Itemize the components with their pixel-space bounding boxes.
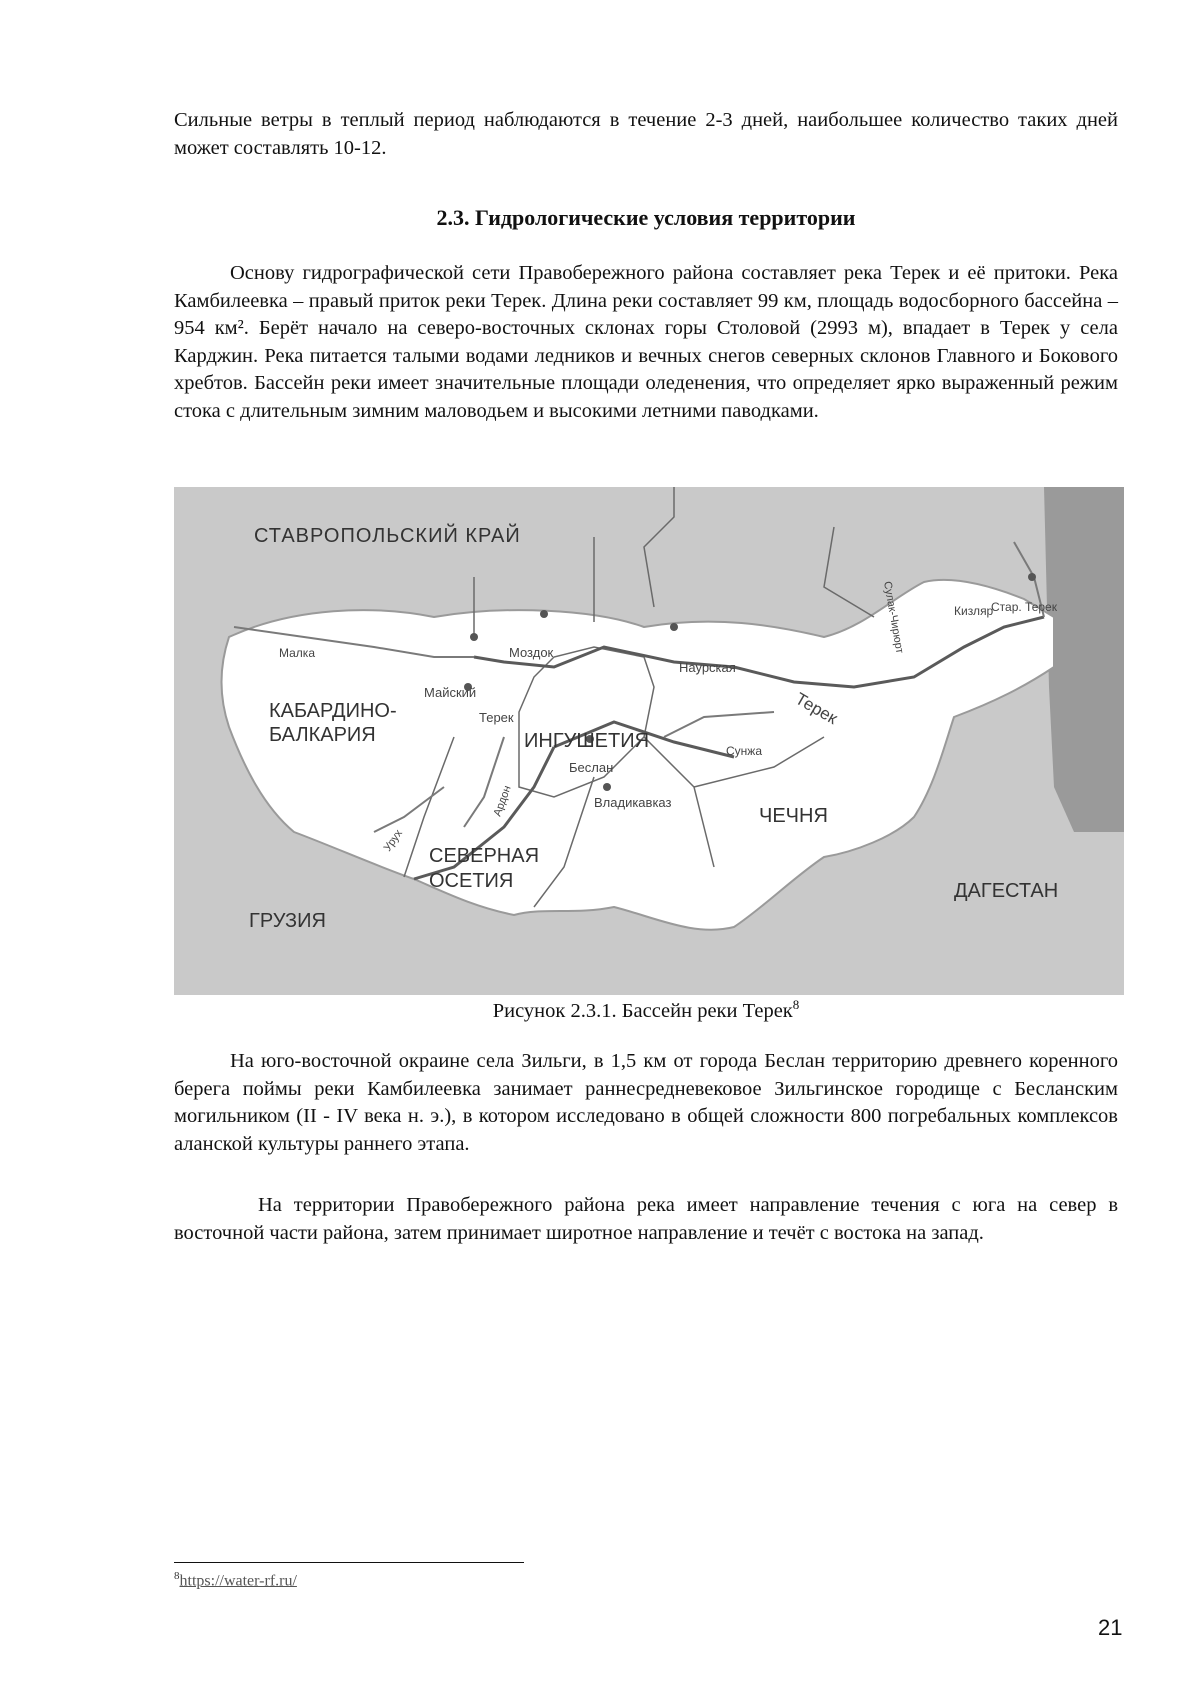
label-stavropol: СТАВРОПОЛЬСКИЙ КРАЙ	[254, 525, 521, 547]
label-ingushetia: ИНГУШЕТИЯ	[524, 730, 650, 752]
mozdok-marker	[540, 610, 548, 618]
label-kizlyar: Кизляр	[954, 604, 994, 618]
label-georgia: ГРУЗИЯ	[249, 910, 326, 932]
terek-basin-map	[174, 487, 1124, 995]
label-oset-2: ОСЕТИЯ	[429, 870, 514, 892]
label-naurskaya: Наурская	[679, 660, 736, 675]
figure-caption-ref: 8	[792, 997, 800, 1012]
label-malka: Малка	[279, 646, 315, 660]
maysky-marker	[470, 633, 478, 641]
paragraph-zilgi: На юго-восточной окраине села Зильги, в 1,5 км от города Беслан территорию древнего коренного берега поймы реки Камбилеевка занимает раннесредневековое Зильгинское городище с Бесланским могильником (II - IV века н. э.), в котором исследовано в общей сложности 800 погребальных комплексов аланской культуры раннего этапа.	[174, 1050, 1118, 1155]
label-ardon: Ардон	[491, 784, 514, 819]
label-beslan: Беслан	[569, 760, 614, 775]
footnote-link[interactable]: https://water-rf.ru/	[179, 1572, 297, 1590]
figure-caption-text: Рисунок 2.3.1. Бассейн реки Терек	[492, 999, 793, 1022]
label-chechnya: ЧЕЧНЯ	[759, 805, 828, 827]
paragraph-hydro: Основу гидрографической сети Правобережного района составляет река Терек и её притоки. Река Камбилеевка – правый приток реки Терек. Длина реки составляет 99 км, площадь водосборного бассейна – 954 км². Берёт начало на северо-восточных склонах горы Столовой (2993 м), впадает в Терек у села Карджин. Река питается талыми водами ледников и вечных снегов северных склонов Главного и Бокового хребтов. Бассейн реки имеет значительные площади оледенения, что определяет ярко выраженный режим стока с длительным зимним маловодьем и высокими летними паводками.	[174, 262, 1118, 422]
paragraph-intro: Сильные ветры в теплый период наблюдаются в течение 2-3 дней, наибольшее количество таких дней может составлять 10-12.	[174, 109, 1118, 159]
label-vladikavkaz: Владикавказ	[594, 795, 672, 810]
label-kbr-2: БАЛКАРИЯ	[269, 724, 376, 746]
label-dagestan: ДАГЕСТАН	[954, 880, 1059, 902]
section-heading: 2.3. Гидрологические условия территории	[436, 205, 856, 230]
label-sulak-kanal: Сулак-Чирюрт	[881, 580, 906, 655]
label-urukh: Урух	[381, 827, 405, 854]
label-maysky: Майский	[424, 685, 477, 700]
page-number: 21	[1098, 1615, 1123, 1640]
naurskaya-marker	[670, 623, 678, 631]
label-terek-town: Терек	[479, 710, 514, 725]
vladikavkaz-marker	[603, 783, 611, 791]
footnote	[174, 1570, 297, 1590]
label-mozdok: Моздок	[509, 645, 554, 660]
label-oset-1: СЕВЕРНАЯ	[429, 845, 540, 867]
footnote-ref: 8	[174, 1570, 180, 1582]
caspian-sea	[1044, 487, 1124, 832]
kizlyar-marker	[1028, 573, 1036, 581]
label-sunzha: Сунжа	[726, 744, 762, 758]
label-terek-river: Терек	[792, 689, 841, 729]
figure-caption	[174, 997, 1118, 1023]
label-stary-terek: Стар. Терек	[991, 600, 1057, 614]
paragraph-direction: На территории Правобережного района река имеет направление течения с юга на север в восточной части района, затем принимает широтное направление и течёт с востока на запад.	[174, 1194, 1118, 1244]
footnote-divider	[174, 1562, 524, 1563]
label-kbr-1: КАБАРДИНО-	[269, 700, 397, 722]
